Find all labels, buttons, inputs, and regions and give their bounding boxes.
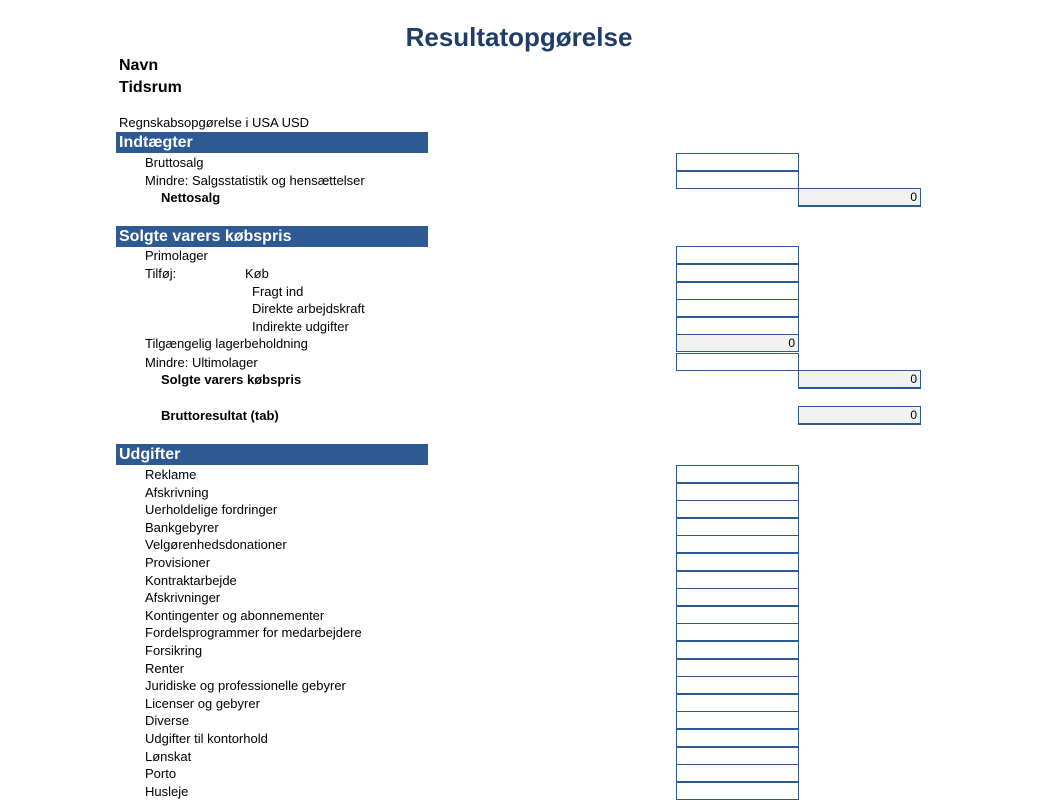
currency-line: Regnskabsopgørelse i USA USD (119, 115, 310, 130)
period-label: Tidsrum (119, 79, 182, 96)
purchases-label: Køb (245, 266, 269, 281)
expense-input[interactable] (676, 483, 799, 501)
expense-label: Afskrivninger (145, 590, 221, 605)
expense-label: Licenser og gebyrer (145, 696, 260, 711)
gross-sales-label: Bruttosalg (145, 155, 204, 170)
expense-label: Husleje (145, 784, 189, 799)
expense-input[interactable] (676, 659, 799, 677)
expense-input[interactable] (676, 465, 799, 483)
opening-inventory-label: Primolager (145, 248, 208, 263)
direct-labor-label: Direkte arbejdskraft (252, 301, 365, 316)
expense-label: Lønskat (145, 749, 192, 764)
gross-profit-total[interactable]: 0 (798, 406, 921, 425)
closing-inventory-label: Mindre: Ultimolager (145, 355, 258, 370)
section-header-revenue: Indtægter (116, 132, 428, 153)
expense-input[interactable] (676, 518, 799, 536)
expense-label: Reklame (145, 467, 197, 482)
less-returns-label: Mindre: Salgsstatistik og hensættelser (145, 173, 365, 188)
expense-input[interactable] (676, 588, 799, 606)
cogs-total-label: Solgte varers købspris (161, 372, 302, 387)
expense-input[interactable] (676, 623, 799, 641)
expense-input[interactable] (676, 535, 799, 553)
expense-label: Diverse (145, 713, 190, 728)
expense-label: Afskrivning (145, 485, 209, 500)
expense-input[interactable] (676, 694, 799, 712)
expense-label: Fordelsprogrammer for medarbejdere (145, 625, 362, 640)
add-label: Tilføj: (145, 266, 177, 281)
expense-label: Porto (145, 766, 177, 781)
expense-label: Renter (145, 661, 185, 676)
net-sales-total[interactable]: 0 (798, 188, 921, 207)
expense-input[interactable] (676, 606, 799, 624)
expense-input[interactable] (676, 711, 799, 729)
gross-profit-label: Bruttoresultat (tab) (161, 408, 279, 423)
freight-in-input[interactable] (676, 282, 799, 300)
expense-label: Velgørenhedsdonationer (145, 537, 287, 552)
expense-input[interactable] (676, 747, 799, 765)
section-header-cogs: Solgte varers købspris (116, 226, 428, 247)
less-returns-input[interactable] (676, 171, 799, 189)
purchases-input[interactable] (676, 264, 799, 282)
expense-label: Uerholdelige fordringer (145, 502, 278, 517)
expense-input[interactable] (676, 782, 799, 800)
expense-input[interactable] (676, 764, 799, 782)
expense-label: Kontingenter og abonnementer (145, 608, 325, 623)
section-header-expenses: Udgifter (116, 444, 428, 465)
expense-label: Udgifter til kontorhold (145, 731, 268, 746)
expense-input[interactable] (676, 571, 799, 589)
page-title: Resultatopgørelse (405, 22, 633, 52)
expense-input[interactable] (676, 676, 799, 694)
expense-input[interactable] (676, 500, 799, 518)
available-inventory-label: Tilgængelig lagerbeholdning (145, 336, 308, 351)
expense-label: Juridiske og professionelle gebyrer (145, 678, 346, 693)
indirect-expenses-label: Indirekte udgifter (252, 319, 349, 334)
expense-input[interactable] (676, 729, 799, 747)
expense-label: Kontraktarbejde (145, 573, 237, 588)
indirect-expenses-input[interactable] (676, 317, 799, 335)
expense-label: Bankgebyrer (145, 520, 219, 535)
name-label: Navn (119, 57, 159, 74)
cogs-total[interactable]: 0 (798, 370, 921, 389)
expense-label: Forsikring (145, 643, 203, 658)
available-inventory-subtotal[interactable]: 0 (676, 334, 799, 352)
closing-inventory-input[interactable] (676, 353, 799, 371)
expense-label: Provisioner (145, 555, 211, 570)
expense-input[interactable] (676, 553, 799, 571)
gross-sales-input[interactable] (676, 153, 799, 171)
net-sales-label: Nettosalg (161, 190, 221, 205)
opening-inventory-input[interactable] (676, 246, 799, 264)
expense-input[interactable] (676, 641, 799, 659)
freight-in-label: Fragt ind (252, 284, 304, 299)
direct-labor-input[interactable] (676, 299, 799, 317)
